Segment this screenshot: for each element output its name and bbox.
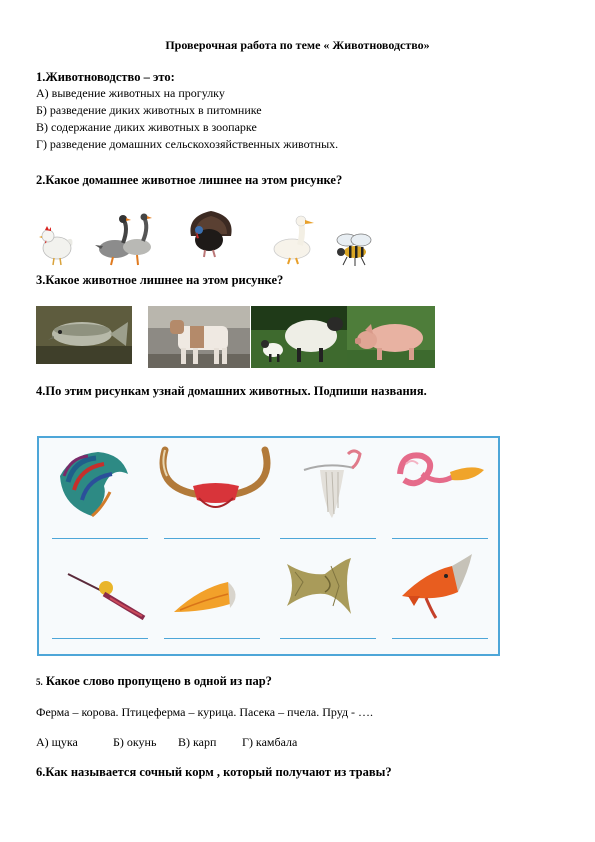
q1-option-a: А) выведение животных на прогулку [36,86,225,100]
geese-icon [93,213,155,267]
question-5-number: 5. [36,677,43,687]
question-5-text: Какое слово пропущено в одной из пар? [45,674,272,688]
duck-beak-picture [170,574,246,618]
question-2: 2.Какое домашнее животное лишнее на этом рисунке? [36,173,343,187]
q5-option-a: А) щука [36,735,78,749]
question-3: 3.Какое животное лишнее на этом рисунке? [36,273,284,287]
bee-body-picture [64,566,148,626]
q1-option-d: Г) разведение домашних сельскохозяйственных животных. [36,137,339,151]
answer-line-2[interactable] [164,538,260,539]
fish-photo [36,306,132,364]
page-title: Проверочная работа по теме « Животноводство» [165,38,430,52]
answer-line-4[interactable] [392,538,488,539]
fish-tail-picture [285,556,353,618]
question-6: 6.Как называется сочный корм , который получают из травы? [36,765,392,779]
bee-icon [333,232,379,268]
sheep-photo [251,306,347,368]
question-1: 1.Животноводство – это: [36,70,175,84]
q1-option-c: В) содержание диких животных в зоопарке [36,120,257,134]
q5-statement: Ферма – корова. Птицеферма – курица. Пасека – пчела. Пруд - …. [36,705,374,719]
answer-line-3[interactable] [280,538,376,539]
calf-photo [148,306,250,368]
question-4: 4.По этим рисункам узнай домашних животных. Подпиши названия. [36,384,427,398]
answer-line-5[interactable] [52,638,148,639]
pig-snout-picture [392,446,488,510]
bull-horns-picture [155,446,275,520]
q5-option-c: В) карп [178,735,217,749]
question-5 [36,674,272,689]
hen-icon [38,222,74,266]
pig-photo [347,306,435,368]
q1-option-b: Б) разведение диких животных в питомнике [36,103,262,117]
rooster-tail-picture [52,446,132,522]
answer-line-7[interactable] [280,638,376,639]
duck-icon [270,215,318,265]
turkey-icon [185,208,237,258]
turkey-head-picture [396,552,476,622]
q5-option-b: Б) окунь [113,735,157,749]
answer-line-8[interactable] [392,638,488,639]
answer-line-1[interactable] [52,538,148,539]
q5-option-d: Г) камбала [242,735,298,749]
goat-beard-picture [298,446,374,522]
answer-line-6[interactable] [164,638,260,639]
